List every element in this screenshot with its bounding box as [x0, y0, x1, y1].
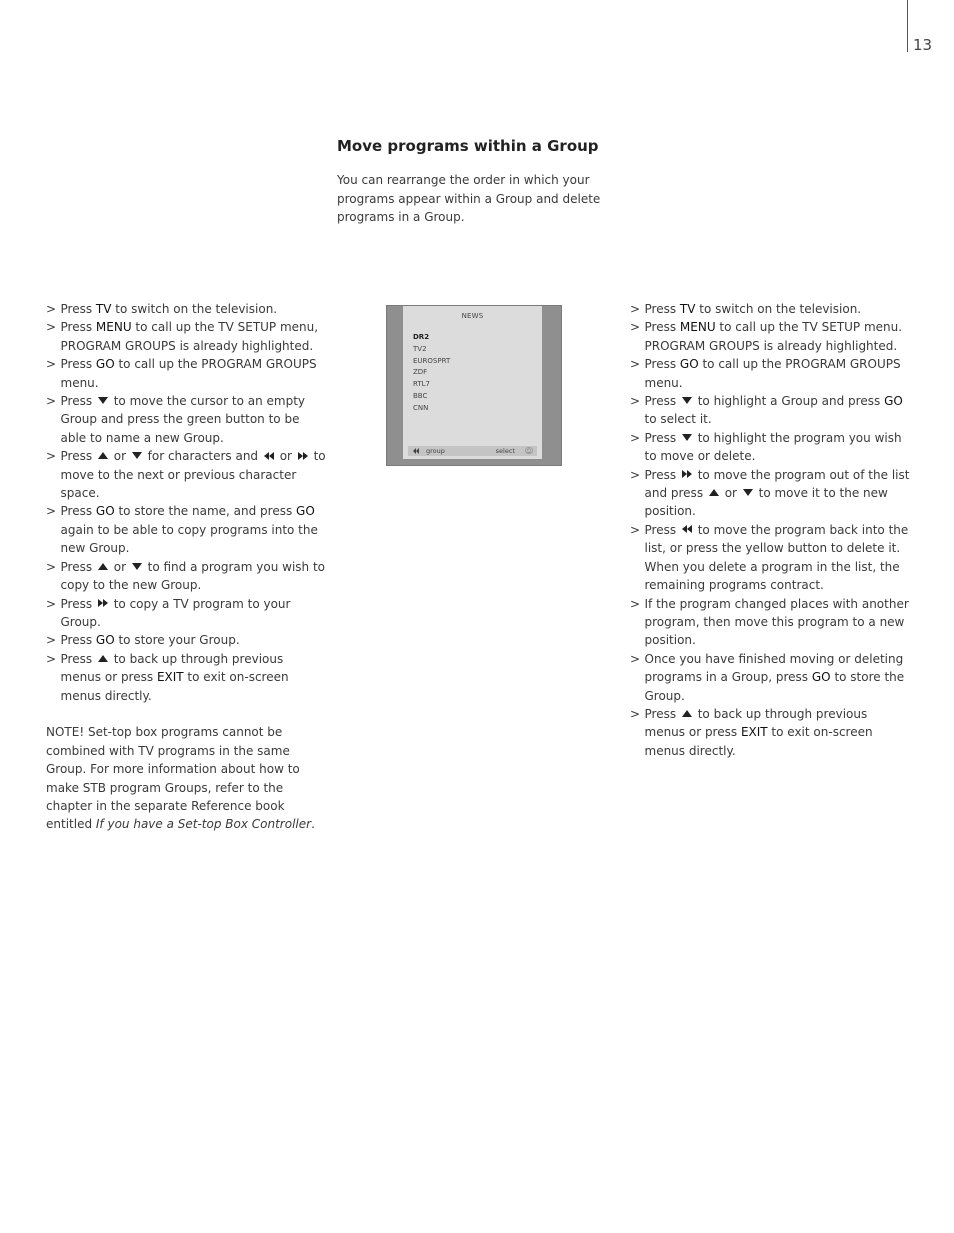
- down-arrow-icon: [98, 397, 108, 404]
- menu-item: CNN: [413, 403, 429, 412]
- step-item: > If the program changed places with another program, then move this program to a new position.: [630, 595, 910, 650]
- menu-program-list: [413, 332, 450, 415]
- step-item: > Press GO to call up the PROGRAM GROUPS menu.: [630, 355, 910, 392]
- down-arrow-icon: [132, 452, 142, 459]
- step-item: > Press MENU to call up the TV SETUP menu. PROGRAM GROUPS is already highlighted.: [630, 318, 910, 355]
- rewind-icon: [413, 448, 419, 454]
- right-column: [630, 300, 910, 760]
- page-number: 13: [913, 36, 933, 54]
- menu-item: TV2: [413, 344, 427, 353]
- menu-item: EUROSPRT: [413, 356, 451, 365]
- step-item: > Press to back up through previous menus or press EXIT to exit on-screen menus directly.: [46, 650, 326, 705]
- tv-key: TV: [679, 302, 696, 316]
- left-steps: [46, 300, 326, 705]
- tv-key: TV: [95, 302, 112, 316]
- note-paragraph: NOTE! Set-top box programs cannot be combined with TV programs in the same Group. For more information about how to make STB program Groups, refer to the chapter in the separate Reference book entitled If you have a Set-top Box Controller.: [46, 725, 315, 832]
- program-group-menu: [403, 306, 542, 459]
- left-column: [46, 300, 326, 834]
- rewind-icon: [264, 452, 274, 460]
- step-item: > Once you have finished moving or deleting programs in a Group, press GO to store the Group.: [630, 650, 910, 705]
- menu-status-bar: [408, 446, 537, 456]
- step-item: > Press TV to switch on the television.: [630, 300, 910, 318]
- go-key: GO: [95, 357, 115, 372]
- go-key: GO: [811, 670, 831, 685]
- select-label: select: [495, 447, 515, 455]
- step-item: > Press or for characters and or to move to the next or previous character space.: [46, 447, 326, 502]
- go-key: GO: [296, 504, 315, 519]
- menu-key: MENU: [95, 320, 132, 335]
- step-item: > Press GO to call up the PROGRAM GROUPS menu.: [46, 355, 326, 392]
- up-arrow-icon: [98, 655, 108, 662]
- exit-key: EXIT: [740, 725, 768, 740]
- rewind-icon: [682, 525, 692, 533]
- go-key: GO: [884, 394, 903, 409]
- go-key: GO: [95, 633, 115, 648]
- go-badge-icon: GO: [525, 448, 533, 453]
- step-item: > Press to back up through previous menus or press EXIT to exit on-screen menus directly.: [630, 705, 910, 760]
- up-arrow-icon: [98, 563, 108, 570]
- down-arrow-icon: [682, 434, 692, 441]
- menu-item: DR2: [413, 333, 430, 341]
- fast-forward-icon: [298, 452, 308, 460]
- up-arrow-icon: [682, 710, 692, 717]
- up-arrow-icon: [709, 489, 719, 496]
- menu-item: RTL7: [413, 380, 430, 389]
- step-item: > Press to highlight the program you wish to move or delete.: [630, 429, 910, 466]
- down-arrow-icon: [682, 397, 692, 404]
- up-arrow-icon: [98, 452, 108, 459]
- fast-forward-icon: [98, 599, 108, 607]
- down-arrow-icon: [743, 489, 753, 496]
- step-item: > Press GO to store the name, and press GO again to be able to copy programs into the new Group.: [46, 502, 326, 557]
- step-item: > Press to move the cursor to an empty Group and press the green button to be able to name a new Group.: [46, 392, 326, 447]
- go-key: GO: [95, 504, 115, 519]
- menu-item: BBC: [413, 391, 428, 400]
- reference-book-title: If you have a Set-top Box Controller: [95, 817, 312, 832]
- section-heading: Move programs within a Group: [337, 137, 599, 155]
- step-item: > Press GO to store your Group.: [46, 631, 326, 649]
- intro-paragraph: You can rearrange the order in which your programs appear within a Group and delete programs in a Group.: [337, 173, 601, 224]
- group-label: group: [426, 447, 445, 455]
- right-steps: [630, 300, 910, 760]
- step-item: > Press TV to switch on the television.: [46, 300, 326, 318]
- step-item: > Press to move the program out of the list and press or to move it to the new position.: [630, 466, 910, 521]
- go-key: GO: [679, 357, 699, 372]
- step-item: > Press or to find a program you wish to copy to the new Group.: [46, 558, 326, 595]
- down-arrow-icon: [132, 563, 142, 570]
- step-item: > Press to move the program back into the list, or press the yellow button to delete it. When you delete a program in the list, the remaining programs contract.: [630, 521, 910, 595]
- menu-title: NEWS: [461, 312, 484, 320]
- fast-forward-icon: [682, 470, 692, 478]
- menu-key: MENU: [679, 320, 716, 335]
- step-item: > Press MENU to call up the TV SETUP menu, PROGRAM GROUPS is already highlighted.: [46, 318, 326, 355]
- step-item: > Press to copy a TV program to your Group.: [46, 595, 326, 632]
- menu-item: ZDF: [413, 368, 428, 377]
- step-item: > Press to highlight a Group and press GO to select it.: [630, 392, 910, 429]
- exit-key: EXIT: [156, 670, 184, 685]
- page-rule: [907, 0, 908, 52]
